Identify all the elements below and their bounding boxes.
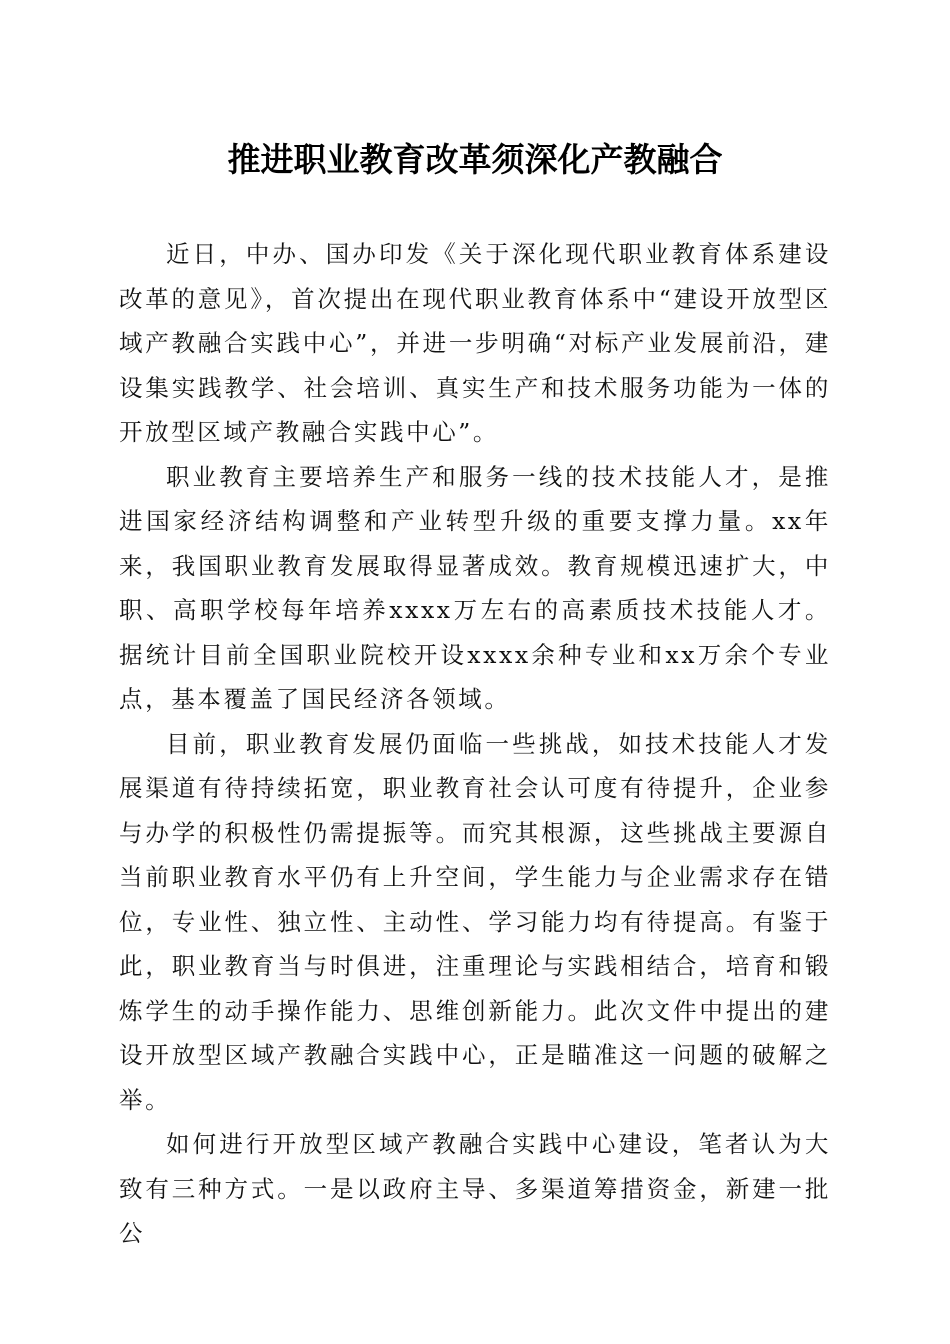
paragraph-4: 如何进行开放型区域产教融合实践中心建设，笔者认为大致有三种方式。一是以政府主导、多渠道筹措资金，新建一批公 <box>119 1130 831 1247</box>
document-body <box>119 232 831 1256</box>
paragraph-3: 目前，职业教育发展仍面临一些挑战，如技术技能人才发展渠道有待持续拓宽，职业教育社会认可度有待提升，企业参与办学的积极性仍需提振等。而究其根源，这些挑战主要源自当前职业教育水平仍有上升空间，学生能力与企业需求存在错位，专业性、独立性、主动性、学习能力均有待提高。有鉴于此，职业教育当与时俱进，注重理论与实践相结合，培育和锻炼学生的动手操作能力、思维创新能力。此次文件中提出的建设开放型区域产教融合实践中心，正是瞄准这一问题的破解之举。 <box>119 729 831 1114</box>
paragraph-2: 职业教育主要培养生产和服务一线的技术技能人才，是推进国家经济结构调整和产业转型升级的重要支撑力量。xx年来，我国职业教育发展取得显著成效。教育规模迅速扩大，中职、高职学校每年培养xxxx万左右的高素质技术技能人才。据统计目前全国职业院校开设xxxx余种专业和xx万余个专业点，基本覆盖了国民经济各领域。 <box>119 462 831 713</box>
paragraph-1: 近日，中办、国办印发《关于深化现代职业教育体系建设改革的意见》，首次提出在现代职业教育体系中“建设开放型区域产教融合实践中心”，并进一步明确“对标产业发展前沿，建设集实践教学、社会培训、真实生产和技术服务功能为一体的开放型区域产教融合实践中心”。 <box>119 240 831 446</box>
document-title: 推进职业教育改革须深化产教融合 <box>227 140 723 179</box>
